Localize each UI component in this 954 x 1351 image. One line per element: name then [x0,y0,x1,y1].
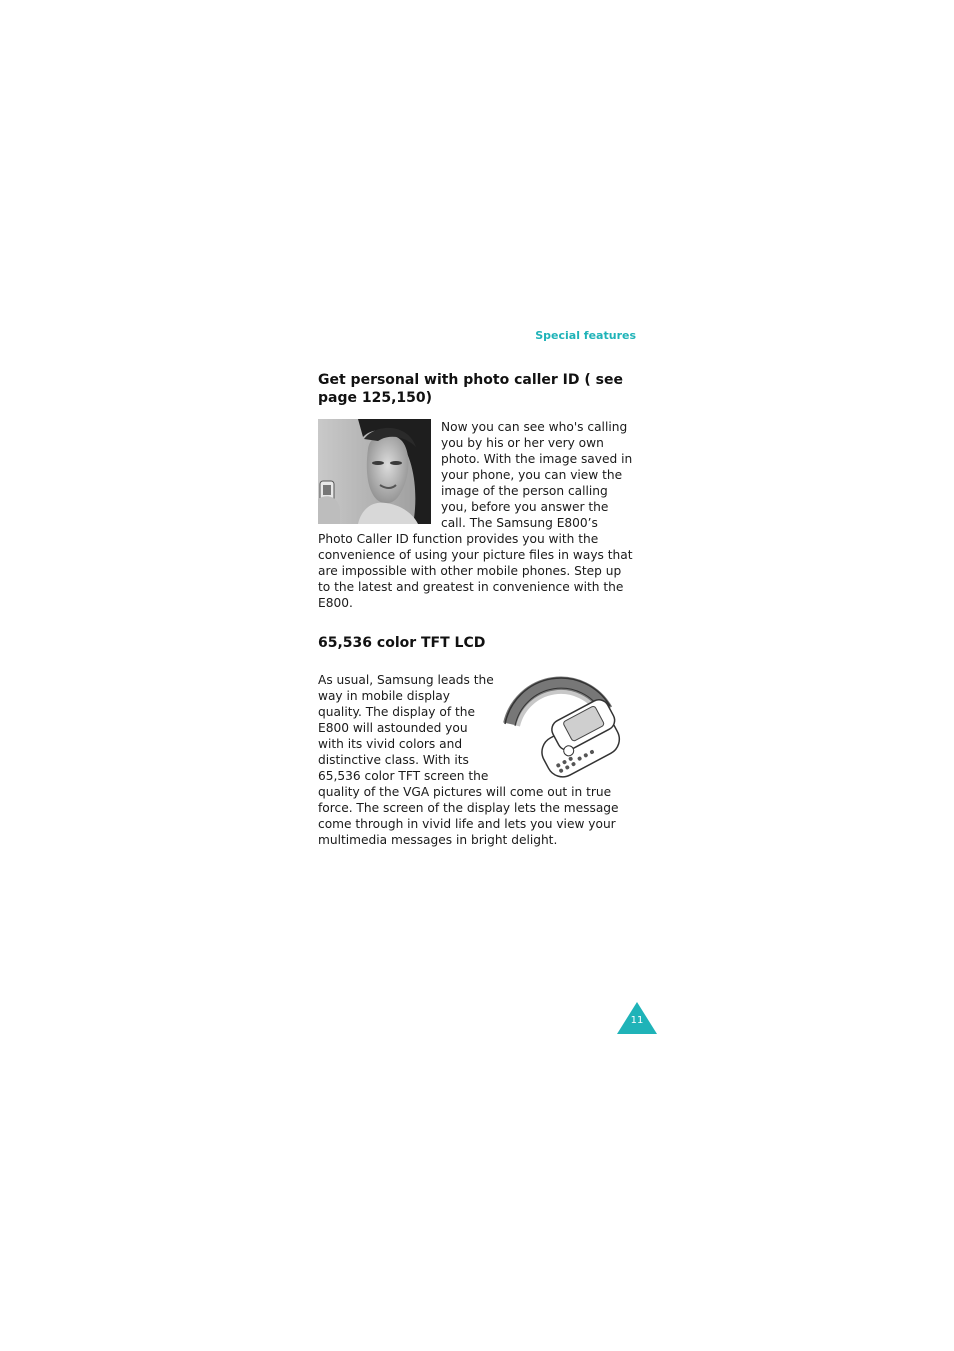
slide-phone-illustration [502,670,632,780]
page-number-marker [617,1002,657,1034]
section-body [318,672,636,848]
section-title: Get personal with photo caller ID ( see page 125,150) [318,372,623,406]
section-tft-lcd [318,634,636,848]
page-number: 11 [630,1015,644,1026]
section-body-text: Now you can see who's calling you by his or her very own photo. With the image saved in your phone, you can view the image of the person calling you, before you answer the call. The Samsung E800’s Photo Caller ID function provides you with the convenience of using your picture files in ways that are impossible with other mobile phones. Step up to the latest and greatest in convenience with the E800. [318,420,633,610]
section-body-text: As usual, Samsung leads the way in mobile display quality. The display of the E800 will astounded you with its vivid colors and distinctive class. With its 65,536 color TFT screen the quality of the VGA pictures will come out in true force. The screen of the display lets the message come through in vivid life and lets you view your multimedia messages in bright delight. [318,673,619,847]
section-body [318,419,636,611]
woman-with-phone-photo [318,419,431,524]
section-title: 65,536 color TFT LCD [318,635,486,651]
running-header: Special features [535,329,636,342]
section-photo-caller-id [318,371,636,611]
